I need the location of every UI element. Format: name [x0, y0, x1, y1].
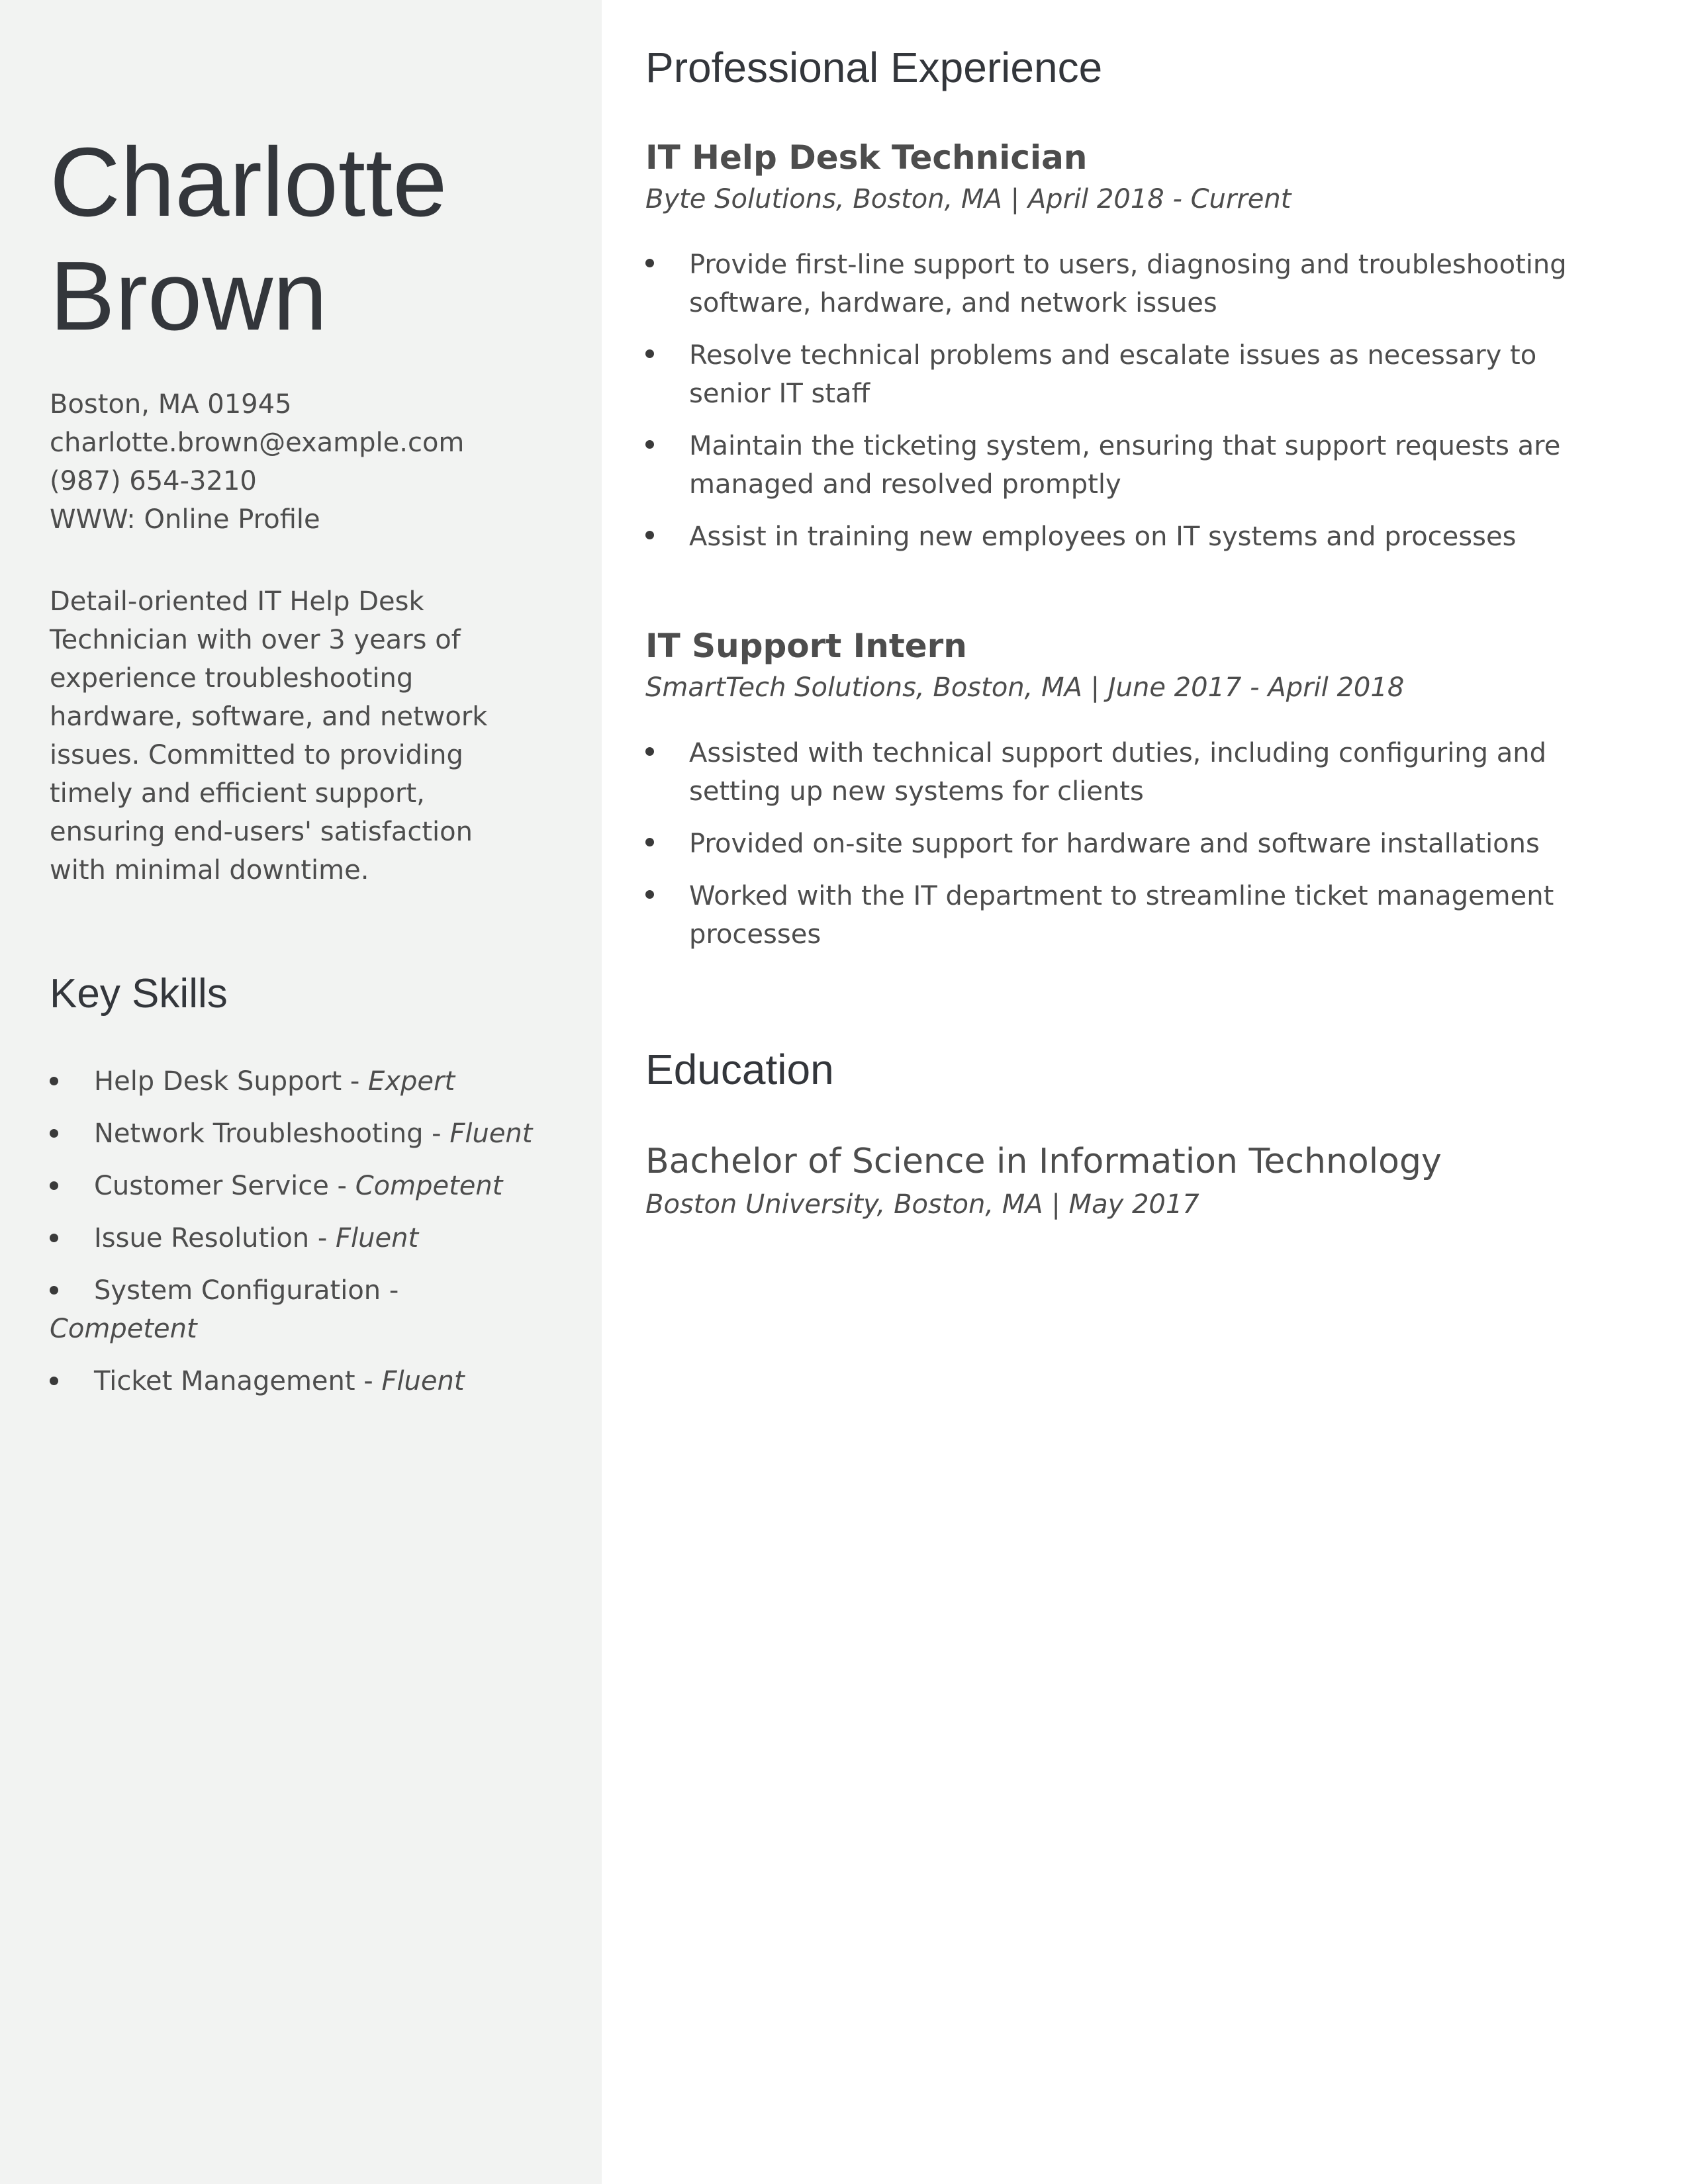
skill-name: Help Desk Support — [94, 1066, 342, 1097]
skill-level: Fluent — [381, 1366, 465, 1396]
first-name: Charlotte — [50, 128, 447, 237]
skill-name: Customer Service — [94, 1171, 329, 1201]
job-title: IT Support Intern — [645, 627, 967, 665]
skill-level: Expert — [368, 1066, 455, 1097]
sidebar — [0, 0, 602, 2184]
job-bullet: Worked with the IT department to streamline ticket management processes — [645, 877, 1625, 954]
main-content — [602, 0, 1688, 2184]
skill-level: Competent — [355, 1171, 503, 1201]
job-meta: Byte Solutions, Boston, MA | April 2018 - Current — [645, 184, 1291, 214]
candidate-name — [50, 126, 592, 353]
skill-name: Ticket Management — [94, 1366, 355, 1396]
job-bullet: Maintain the ticketing system, ensuring that support requests are managed and resolved promptly — [645, 427, 1625, 504]
skill-item: Issue Resolution - Fluent — [50, 1219, 553, 1257]
job-entry — [645, 624, 1625, 968]
job-bullets — [645, 246, 1625, 556]
skill-item: Help Desk Support - Expert — [50, 1062, 553, 1101]
skills-list — [50, 1062, 553, 1414]
job-title: IT Help Desk Technician — [645, 138, 1088, 177]
address: Boston, MA 01945 — [50, 389, 292, 420]
job-bullets — [645, 734, 1625, 954]
job-meta: SmartTech Solutions, Boston, MA | June 2017 - April 2018 — [645, 672, 1405, 703]
last-name: Brown — [50, 242, 328, 351]
skill-item: Ticket Management - Fluent — [50, 1362, 553, 1400]
education-heading: Education — [645, 1046, 834, 1093]
email-link[interactable]: charlotte.brown@example.com — [50, 428, 465, 458]
education-meta: Boston University, Boston, MA | May 2017 — [645, 1189, 1199, 1220]
skill-level: Fluent — [449, 1118, 533, 1149]
experience-heading: Professional Experience — [645, 44, 1103, 91]
degree: Bachelor of Science in Information Technology — [645, 1142, 1442, 1181]
skill-item: System Configuration - Competent — [50, 1271, 553, 1348]
job-bullet: Provided on-site support for hardware and software installations — [645, 825, 1625, 863]
contact-info — [50, 385, 579, 539]
summary: Detail-oriented IT Help Desk Technician with over 3 years of experience troubleshooting hardware, software, and network issues. Committed to providing timely and efficient support, ensuring end-users' satisfaction with minimal downtime. — [50, 586, 488, 886]
job-bullet: Resolve technical problems and escalate issues as necessary to senior IT staff — [645, 336, 1625, 413]
skill-name: System Configuration — [94, 1275, 381, 1306]
education-entry — [645, 1138, 1625, 1224]
skills-heading: Key Skills — [50, 971, 228, 1017]
phone: (987) 654-3210 — [50, 466, 257, 496]
job-bullet: Assisted with technical support duties, including configuring and setting up new systems for clients — [645, 734, 1625, 811]
job-entry — [645, 136, 1625, 570]
skill-level: Fluent — [336, 1223, 419, 1253]
skill-item: Customer Service - Competent — [50, 1167, 553, 1205]
website-link[interactable]: WWW: Online Profile — [50, 504, 320, 535]
skill-item: Network Troubleshooting - Fluent — [50, 1115, 553, 1153]
job-bullet: Provide first-line support to users, diagnosing and troubleshooting software, hardware, and network issues — [645, 246, 1625, 322]
skill-name: Issue Resolution — [94, 1223, 310, 1253]
skill-level: Competent — [50, 1314, 197, 1344]
job-bullet: Assist in training new employees on IT systems and processes — [645, 518, 1625, 556]
skill-name: Network Troubleshooting — [94, 1118, 424, 1149]
